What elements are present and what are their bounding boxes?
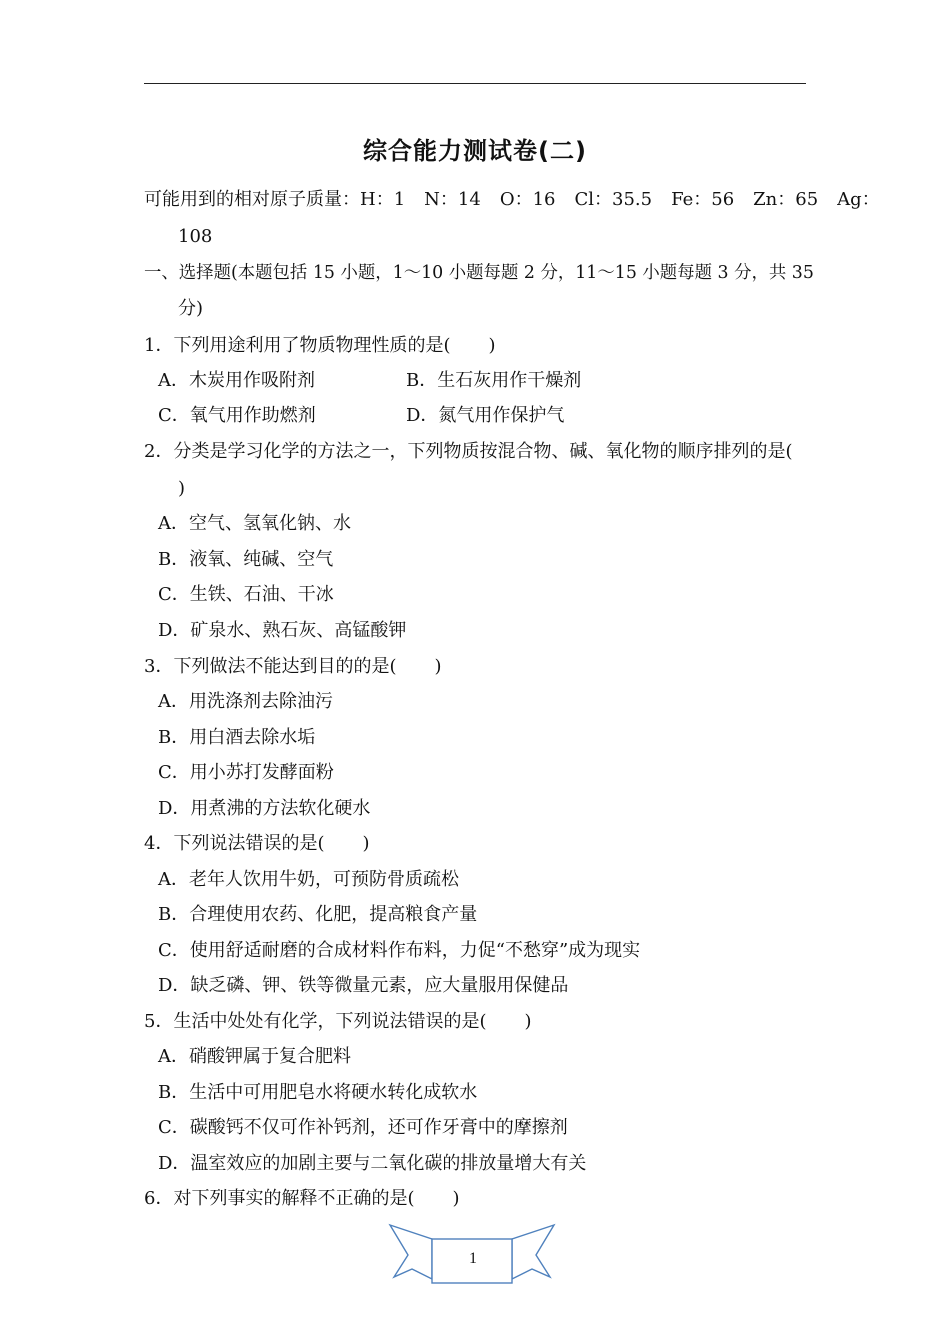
q2-option-d: D．矿泉水、熟石灰、高锰酸钾: [158, 620, 407, 641]
q2-option-a: A．空气、氢氧化钠、水: [158, 513, 351, 534]
question-stem: 1．下列用途利用了物质物理性质的是(: [144, 335, 451, 356]
question-stem: 4．下列说法错误的是(: [144, 833, 325, 854]
question-stem: 5．生活中处处有化学，下列说法错误的是(: [144, 1011, 487, 1032]
atomic-masses-line: [144, 188, 880, 212]
mass-zn: Zn：65: [753, 189, 819, 210]
mass-o: O：16: [499, 189, 556, 210]
mass-ag: Ag：: [837, 189, 880, 210]
header-rule: [144, 83, 806, 84]
q4-option-b: B．合理使用农药、化肥，提高粮食产量: [158, 904, 478, 925]
q4-option-c: C．使用舒适耐磨的合成材料作布料，力促“不愁穿”成为现实: [158, 940, 641, 961]
question-paren-close: ): [524, 1011, 532, 1032]
q1-option-c: C．氧气用作助燃剂: [158, 405, 316, 426]
q3-option-a: A．用洗涤剂去除油污: [158, 691, 333, 712]
question-5: [144, 1010, 532, 1034]
question-stem: 2．分类是学习化学的方法之一，下列物质按混合物、碱、氧化物的顺序排列的是(: [144, 441, 793, 462]
q5-option-c: C．碳酸钙不仅可作补钙剂，还可作牙膏中的摩擦剂: [158, 1117, 568, 1138]
mass-n: N：14: [424, 189, 481, 210]
q1-option-a: A．木炭用作吸附剂: [158, 370, 315, 391]
q5-option-d: D．温室效应的加剧主要与二氧化碳的排放量增大有关: [158, 1153, 587, 1174]
question-2: [144, 440, 792, 464]
question-1: [144, 334, 496, 358]
mass-h: H：1: [360, 189, 406, 210]
question-stem: 3．下列做法不能达到目的的是(: [144, 656, 397, 677]
atomic-masses-wrap: 108: [178, 226, 213, 247]
question-6: [144, 1187, 460, 1211]
question-paren-close: ): [362, 833, 370, 854]
question-3: [144, 655, 442, 679]
question-paren-close: ): [434, 656, 442, 677]
q4-option-d: D．缺乏磷、钾、铁等微量元素，应大量服用保健品: [158, 975, 569, 996]
question-2-wrap: ): [178, 478, 186, 499]
q3-option-c: C．用小苏打发酵面粉: [158, 762, 334, 783]
q1-option-d: D．氮气用作保护气: [406, 405, 565, 426]
section-heading-wrap: 分): [178, 298, 204, 319]
q4-option-a: A．老年人饮用牛奶，可预防骨质疏松: [158, 869, 459, 890]
q5-option-b: B．生活中可用肥皂水将硬水转化成软水: [158, 1082, 478, 1103]
q2-option-c: C．生铁、石油、干冰: [158, 584, 334, 605]
page-number: 1: [469, 1250, 477, 1267]
q3-option-b: B．用白酒去除水垢: [158, 727, 316, 748]
section-heading: 一、选择题(本题包括 15 小题，1～10 小题每题 2 分，11～15 小题每题 3 分，共 35: [144, 263, 814, 283]
page-title: 综合能力测试卷(二): [363, 137, 587, 165]
q2-option-b: B．液氧、纯碱、空气: [158, 549, 334, 570]
q5-option-a: A．硝酸钾属于复合肥料: [158, 1046, 351, 1067]
question-paren-close: ): [488, 335, 496, 356]
q1-option-b: B．生石灰用作干燥剂: [406, 370, 582, 391]
atomic-masses-label: 可能用到的相对原子质量：: [144, 189, 360, 210]
mass-fe: Fe：56: [671, 189, 735, 210]
question-4: [144, 832, 370, 856]
mass-cl: Cl：35.5: [574, 189, 653, 210]
question-paren-close: ): [452, 1188, 460, 1209]
q3-option-d: D．用煮沸的方法软化硬水: [158, 798, 371, 819]
question-stem: 6．对下列事实的解释不正确的是(: [144, 1188, 415, 1209]
